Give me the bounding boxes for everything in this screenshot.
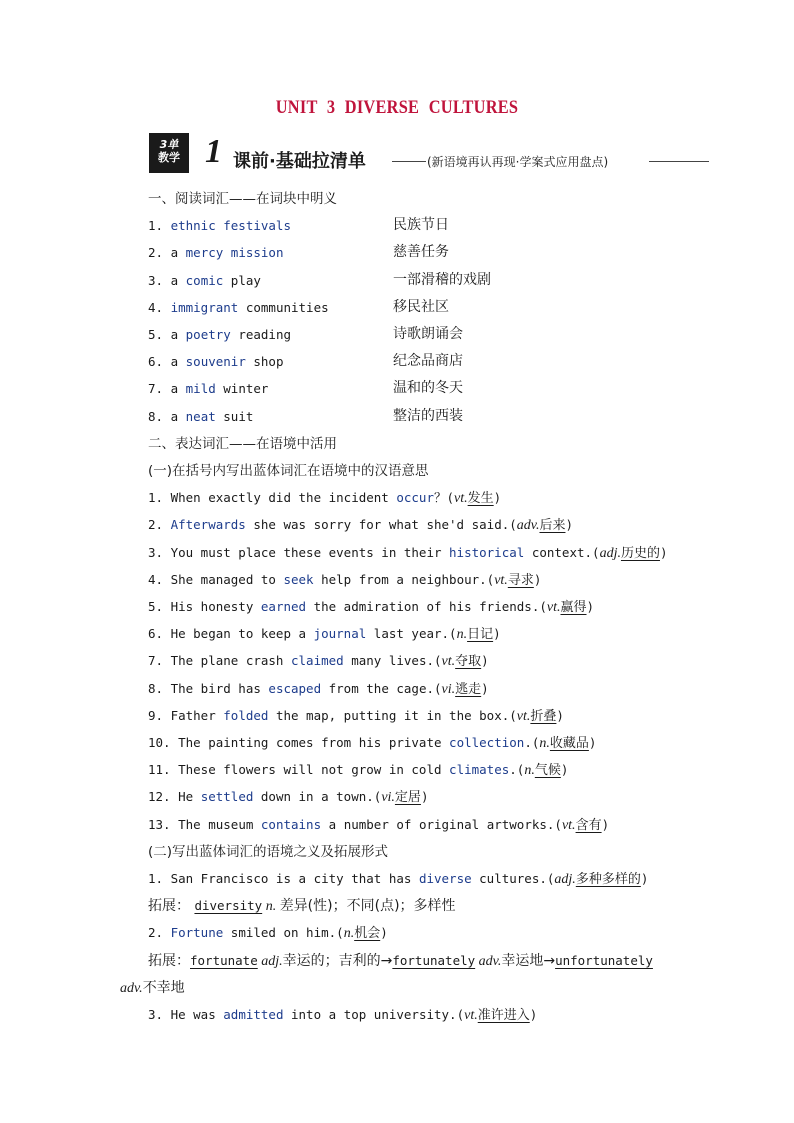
section1-heading [148,188,337,208]
answer: 收藏品 [549,736,589,751]
sentence-post: .( [524,735,540,750]
badge-top: 3单 [159,138,179,151]
sentence-end: ) [586,599,595,614]
sentence-pre: When exactly did the incident [170,490,397,506]
sentence-keyword: folded [223,707,269,723]
answer: 历史的 [620,545,660,561]
sentence-pre: These flowers will not grow in cold [178,762,450,778]
section2-heading [148,433,337,453]
extension-label: 拓展： [148,952,190,969]
sentence-pre: He [178,789,201,805]
extension-2 [148,950,653,970]
sentence-item [148,487,501,507]
sentence-end: ) [565,517,574,533]
sentence-item [148,868,648,888]
item-number: 3. [148,1007,171,1022]
phrase-meaning: 一部滑稽的戏剧 [393,271,491,288]
phrase-keyword: mild [185,381,216,397]
sentence-item [148,514,573,534]
sentence-keyword: earned [260,599,307,614]
sentence-item [148,732,596,752]
phrase-pre: a [170,354,186,370]
item-number: 5. [148,599,171,614]
item-number: 7. [148,381,171,397]
phrase-keyword: mercy mission [185,245,284,261]
part-of-speech: adv. [516,518,540,534]
sentence-item [148,542,668,562]
extension-word: diversity [194,898,263,914]
answer: 日记 [467,627,494,643]
heading-text: (二)写出蓝体词汇的语境之义及拓展形式 [148,843,389,860]
sentence-pre: He began to keep a [170,626,314,642]
item-number: 6. [148,354,171,370]
item-number: 2. [148,925,171,941]
item-number: 8. [148,408,171,424]
extension-1 [148,895,456,915]
phrase-keyword: immigrant [170,299,239,315]
sentence-item [148,596,594,616]
phrase-meaning: 移民社区 [393,298,449,315]
phrase-pre: a [170,272,186,288]
part-of-speech: adv. [475,953,502,969]
sentence-keyword: escaped [268,680,322,696]
sentence-keyword: Fortune [170,925,224,941]
answer: 含有 [575,817,602,833]
part1-heading [148,460,429,480]
sentence-post: a number of original artworks.( [321,816,562,832]
part-of-speech: adv. [120,980,143,996]
phrase-keyword: neat [185,408,216,424]
phrase-pre: a [170,327,186,342]
sentence-end: ) [529,1007,538,1022]
answer: 折叠 [530,708,557,724]
phrase-post: reading [230,327,292,342]
part-of-speech: vi. [381,790,395,806]
phrase-keyword: poetry [185,327,231,342]
phrase-meaning: 慈善任务 [393,244,449,261]
sentence-item [148,623,501,643]
phrase-meaning: 民族节日 [393,217,449,234]
sentence-post: many lives.( [343,653,442,669]
vocab-item [148,351,463,371]
sentence-pre: His honesty [170,599,261,614]
part-of-speech: adj. [554,872,576,887]
heading-text: 二、表达词汇——在语境中活用 [148,435,337,452]
extension-word: unfortunately [555,952,653,968]
sentence-keyword: climates [449,762,510,778]
phrase-post: winter [215,381,269,397]
item-number: 1. [148,490,171,506]
item-number: 3. [148,272,171,288]
item-number: 1. [148,871,171,886]
vocab-item [148,406,463,426]
sentence-pre: You must place these events in their [170,544,450,560]
sentence-keyword: journal [313,626,367,642]
vocab-item [148,215,449,235]
part-of-speech: n. [262,899,280,915]
header-title: 课前·基础拉清单 [233,151,366,172]
extension-meaning: 幸运的；吉利的→ [282,952,393,969]
sentence-keyword: settled [200,789,254,805]
sentence-item [148,569,541,589]
sentence-pre: San Francisco is a city that has [170,871,419,886]
answer: 发生 [467,491,494,507]
extension-label: 拓展： [148,898,195,915]
sentence-end: ) [588,735,597,750]
sentence-keyword: occur [396,490,434,506]
sentence-keyword: claimed [291,653,344,669]
phrase-pre: a [170,381,186,397]
sentence-post: smiled on him.( [223,925,344,941]
phrase-pre: a [170,408,186,424]
item-number: 9. [148,707,171,723]
sentence-post: cultures.( [471,871,555,886]
part-of-speech: vt. [494,572,508,588]
answer: 机会 [354,926,381,942]
sentence-keyword: admitted [223,1007,284,1022]
sentence-end: ) [493,626,501,642]
unit-badge [149,133,189,173]
item-number: 8. [148,680,171,696]
sentence-post: help from a neighbour.( [313,571,495,587]
header-note: (新语境再认再现·学案式应用盘点) [427,155,609,169]
sentence-item [148,1004,537,1024]
phrase-post: play [223,272,261,288]
sentence-pre: The museum [178,816,261,832]
part-of-speech: adj. [599,545,621,561]
sentence-item [148,922,388,942]
phrase-post: shop [245,354,284,370]
item-number: 12. [148,789,179,805]
sentence-item [148,786,428,806]
answer: 夺取 [455,654,482,670]
extension-word: fortunate [190,952,258,968]
part-of-speech: n. [539,736,550,751]
sentence-end: ) [420,789,429,805]
sentence-end: ) [601,816,610,832]
sentence-pre: She managed to [170,571,284,587]
sentence-keyword: contains [260,816,322,832]
sentence-keyword: Afterwards [170,517,246,533]
phrase-pre: a [170,245,186,261]
sentence-item [148,705,564,725]
answer: 寻求 [507,572,534,588]
phrase-keyword: souvenir [185,354,246,370]
sentence-keyword: historical [449,544,525,560]
part-of-speech: n. [456,627,468,643]
sentence-end: ) [659,544,668,560]
answer: 气候 [534,763,561,779]
sentence-end: ) [640,871,649,886]
part-of-speech: vt. [546,600,561,615]
sentence-post: ？( [434,490,455,506]
extension-meaning: 差异(性)；不同(点)；多样性 [279,898,456,915]
part-of-speech: vt. [561,817,576,833]
answer: 赢得 [560,600,587,615]
extension-2-continued [120,977,185,997]
part2-heading [148,841,388,861]
section-header [149,131,709,177]
item-number: 7. [148,653,171,669]
header-divider-left [392,161,426,162]
vocab-item [148,297,449,317]
answer: 逃走 [455,681,482,697]
heading-text: (一)在括号内写出蓝体词汇在语境中的汉语意思 [148,463,429,479]
answer: 后来 [539,518,566,534]
sentence-post: from the cage.( [321,680,442,696]
sentence-end: ) [481,653,489,669]
sentence-post: into a top university.( [283,1007,465,1022]
sentence-keyword: collection [449,735,525,750]
item-number: 6. [148,626,171,642]
phrase-keyword: ethnic festivals [170,218,291,234]
phrase-meaning: 纪念品商店 [393,353,463,370]
item-number: 4. [148,299,171,315]
answer: 多种多样的 [575,872,641,887]
sentence-end: ) [556,707,564,723]
part-of-speech: vt. [454,491,468,507]
vocab-item [148,270,491,290]
part-of-speech: n. [524,763,535,779]
badge-bottom: 教学 [158,151,180,164]
item-number: 2. [148,245,171,261]
sentence-item [148,650,489,670]
sentence-item [148,759,568,779]
phrase-meaning: 整洁的西装 [393,407,463,424]
sentence-item [148,814,609,834]
part-of-speech: vi. [441,681,456,697]
sentence-post: context.( [524,544,600,560]
answer: 定居 [394,790,421,806]
extension-meaning: 幸运地→ [501,952,556,969]
sentence-post: last year.( [366,626,457,642]
item-number: 4. [148,571,171,587]
vocab-item [148,324,463,344]
sentence-item [148,678,489,698]
sentence-pre: The plane crash [170,653,291,669]
phrase-post: suit [215,408,254,424]
unit-title: UNIT 3 DIVERSE CULTURES [275,97,519,118]
phrase-meaning: 诗歌朗诵会 [393,326,463,342]
phrase-keyword: comic [185,272,224,288]
sentence-end: ) [533,571,542,587]
header-divider-right [649,161,709,162]
phrase-post: communities [238,299,329,315]
sentence-post: the admiration of his friends.( [306,599,547,614]
sentence-post: down in a town.( [253,789,382,805]
phrase-meaning: 温和的冬天 [393,380,463,397]
sentence-pre: He was [170,1007,224,1022]
item-number: 1. [148,218,171,234]
sentence-end: ) [560,762,569,778]
item-number: 2. [148,517,171,533]
sentence-pre: The painting comes from his private [178,735,450,750]
item-number: 11. [148,762,179,778]
item-number: 13. [148,816,179,832]
sentence-pre: Father [170,707,224,723]
sentence-end: ) [481,680,489,696]
header-number: 1 [205,133,222,170]
part-of-speech: adj. [257,953,283,969]
item-number: 10. [148,735,179,750]
part-of-speech: n. [343,926,355,942]
sentence-pre: The bird has [170,680,269,696]
part-of-speech: vt. [441,654,456,670]
sentence-post: she was sorry for what she'd said.( [245,517,517,533]
item-number: 3. [148,544,171,560]
part-of-speech: vt. [464,1008,478,1023]
extension-meaning: 不幸地 [142,979,185,996]
sentence-end: ) [493,490,502,506]
item-number: 5. [148,327,171,342]
sentence-end: ) [380,925,388,941]
sentence-keyword: diverse [418,871,472,886]
answer: 准许进入 [477,1008,530,1023]
sentence-keyword: seek [283,571,314,587]
vocab-item [148,242,449,262]
vocab-item [148,378,463,398]
extension-word: fortunately [392,952,476,968]
sentence-post: the map, putting it in the box.( [268,707,517,723]
heading-text: 一、阅读词汇——在词块中明义 [148,191,337,207]
part-of-speech: vt. [516,708,531,724]
sentence-post: .( [509,762,525,778]
